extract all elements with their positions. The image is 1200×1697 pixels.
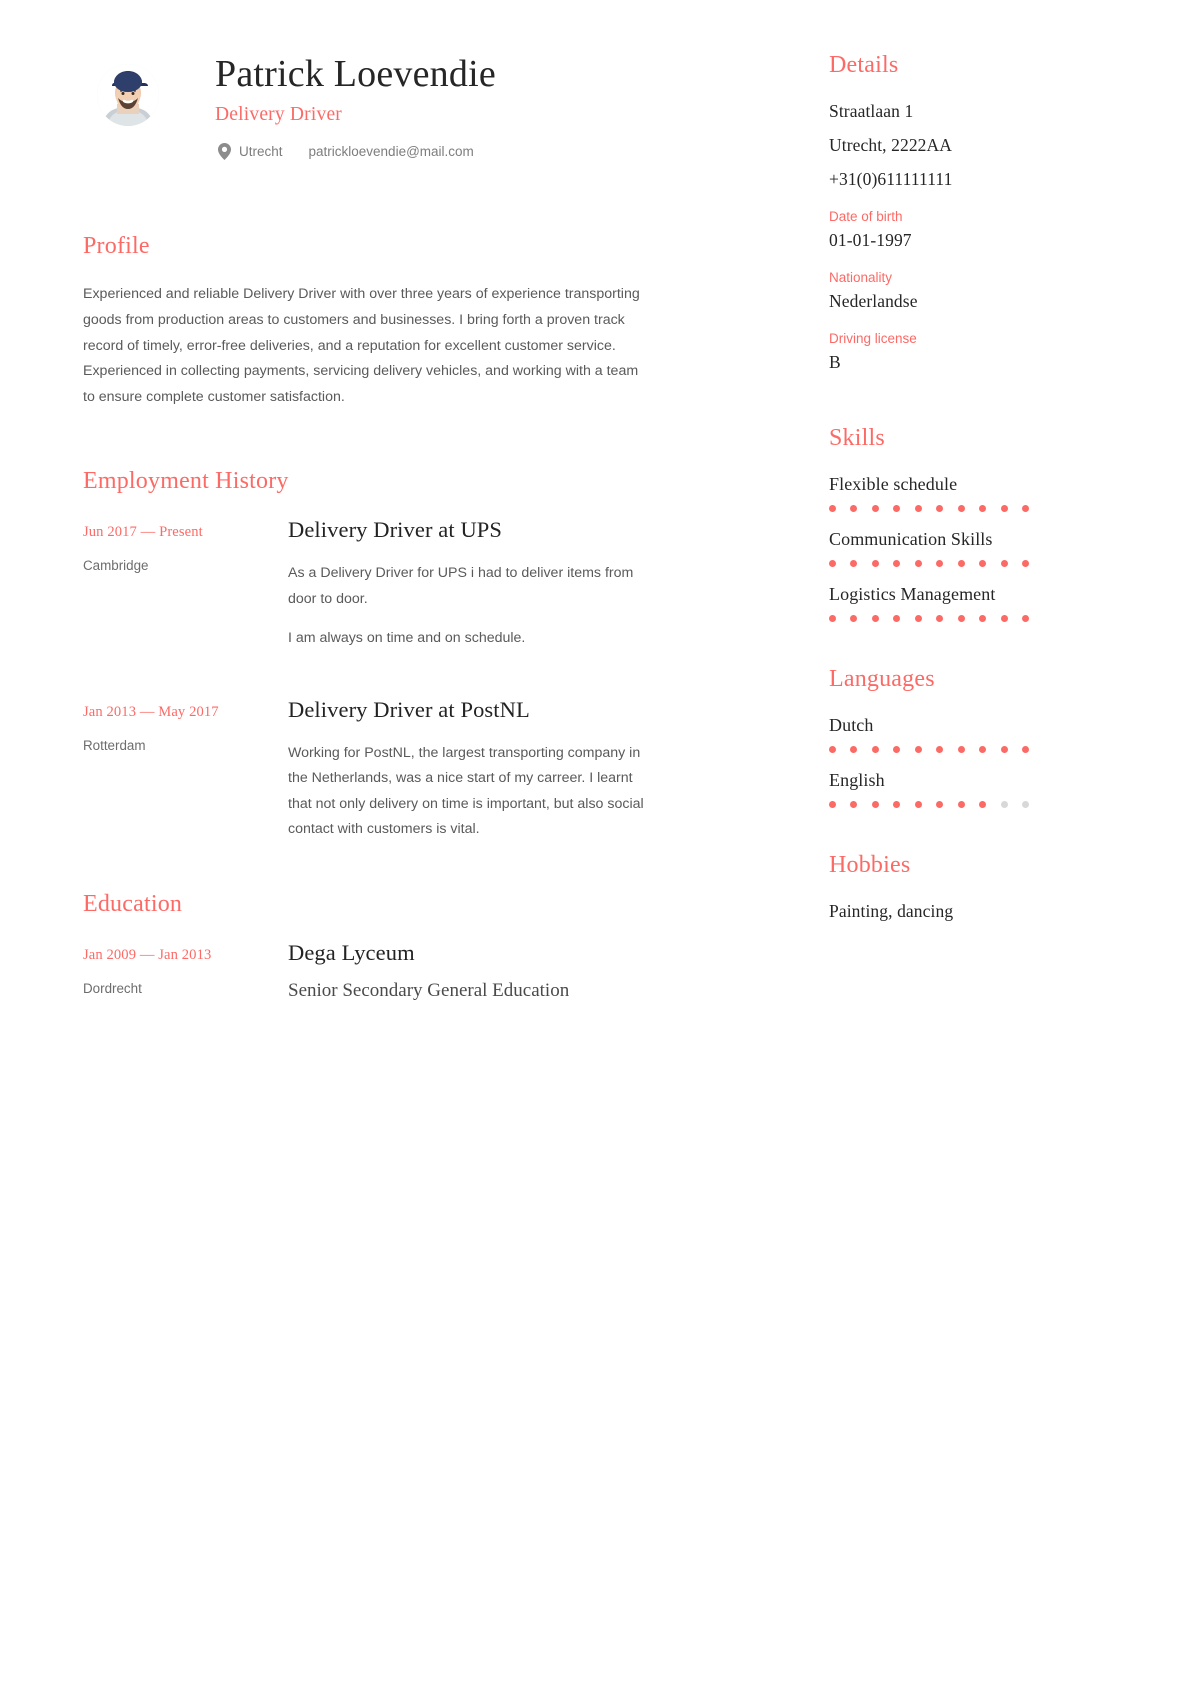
detail-address-line2: Utrecht, 2222AA (829, 135, 953, 155)
entry-location: Rotterdam (83, 737, 146, 753)
entry-dates: Jun 2017 — Present (83, 524, 203, 541)
resume-header (83, 52, 647, 160)
rating-dot-filled (872, 505, 879, 512)
entry-body (288, 940, 647, 1002)
rating-dot-filled (1001, 746, 1008, 753)
education-section (83, 891, 647, 1002)
detail-dob-value: 01-01-1997 (829, 230, 912, 250)
details-heading: Details (829, 52, 899, 78)
hobbies-heading: Hobbies (829, 852, 911, 878)
rating-dot-filled (850, 746, 857, 753)
rating-dot-filled (850, 801, 857, 808)
rating-dot-filled (829, 615, 836, 622)
rating-dot-filled (936, 615, 943, 622)
header-text (215, 52, 496, 160)
rating-dot-filled (915, 746, 922, 753)
detail-license-value: B (829, 352, 841, 372)
skill-rating (829, 505, 1029, 512)
page-title: Patrick Loevendie (215, 53, 496, 95)
skill-rating (829, 615, 1029, 622)
rating-dot-filled (979, 801, 986, 808)
entry-paragraph: As a Delivery Driver for UPS i had to deliver items from door to door. (288, 565, 634, 607)
profile-heading: Profile (83, 232, 150, 259)
skill-item (829, 584, 1180, 622)
employment-entry (83, 697, 647, 843)
rating-dot-filled (936, 505, 943, 512)
rating-dot-filled (936, 801, 943, 808)
avatar (97, 64, 159, 126)
detail-address-line1: Straatlaan 1 (829, 101, 914, 121)
rating-dot-filled (893, 560, 900, 567)
skills-list (829, 474, 1180, 622)
rating-dot-filled (872, 560, 879, 567)
detail-license-label: Driving license (829, 331, 917, 346)
rating-dot-filled (850, 505, 857, 512)
rating-dot-filled (958, 505, 965, 512)
rating-dot-filled (1022, 560, 1029, 567)
rating-dot-filled (979, 560, 986, 567)
profile-text: Experienced and reliable Delivery Driver with over three years of experience transporting goods from production areas to customers and businesses. I bring forth a proven track record of timely, error-free deliveries, and a reputation for excellent customer service. Experienced in collecting payments, servicing delivery vehicles, and working with a team to ensure complete customer satisfaction. (83, 285, 640, 406)
rating-dot-filled (872, 801, 879, 808)
rating-dot-filled (936, 746, 943, 753)
rating-dot-filled (1022, 505, 1029, 512)
employment-section (83, 468, 647, 843)
entry-location: Dordrecht (83, 980, 142, 996)
main-column (0, 52, 672, 1002)
hobbies-text: Painting, dancing (829, 901, 954, 921)
entry-title: Dega Lyceum (288, 939, 415, 965)
rating-dot-filled (829, 505, 836, 512)
contact-email[interactable]: patrickloevendie@mail.com (308, 143, 474, 159)
skill-label: Logistics Management (829, 584, 996, 604)
language-label: Dutch (829, 715, 874, 735)
rating-dot-filled (915, 560, 922, 567)
skill-label: Communication Skills (829, 529, 993, 549)
entry-dates: Jan 2009 — Jan 2013 (83, 946, 212, 963)
language-label: English (829, 770, 885, 790)
details-section (829, 52, 1180, 373)
rating-dot-filled (958, 746, 965, 753)
education-entry (83, 940, 647, 1002)
rating-dot-filled (958, 560, 965, 567)
rating-dot-filled (979, 615, 986, 622)
entry-paragraph: Working for PostNL, the largest transporting company in the Netherlands, was a nice start of my carreer. I learnt that not only delivery on time is important, but also social contact with customers is vital. (288, 744, 644, 838)
languages-heading: Languages (829, 666, 935, 692)
rating-dot-filled (915, 615, 922, 622)
contact-row (215, 143, 496, 160)
rating-dot-filled (850, 615, 857, 622)
entry-dates: Jan 2013 — May 2017 (83, 703, 219, 720)
job-title: Delivery Driver (215, 103, 342, 125)
rating-dot-filled (1001, 615, 1008, 622)
language-rating (829, 746, 1029, 753)
rating-dot-filled (915, 505, 922, 512)
sidebar-column (672, 52, 1200, 922)
detail-nationality-label: Nationality (829, 270, 893, 285)
rating-dot-empty (1022, 801, 1029, 808)
rating-dot-filled (958, 801, 965, 808)
contact-location: Utrecht (239, 143, 283, 159)
entry-body (288, 697, 647, 843)
rating-dot-filled (893, 615, 900, 622)
entry-title: Delivery Driver at PostNL (288, 696, 530, 722)
employment-heading: Employment History (83, 468, 289, 495)
rating-dot-filled (872, 615, 879, 622)
entry-subtitle: Senior Secondary General Education (288, 979, 570, 1001)
rating-dot-filled (893, 505, 900, 512)
rating-dot-filled (915, 801, 922, 808)
map-pin-icon (218, 143, 231, 160)
languages-section (829, 666, 1180, 808)
entry-meta (83, 517, 288, 652)
rating-dot-filled (872, 746, 879, 753)
language-item (829, 770, 1180, 808)
skills-section (829, 425, 1180, 622)
rating-dot-filled (936, 560, 943, 567)
detail-dob-label: Date of birth (829, 209, 903, 224)
rating-dot-filled (1022, 615, 1029, 622)
detail-nationality-value: Nederlandse (829, 291, 918, 311)
entry-body (288, 517, 647, 652)
skills-heading: Skills (829, 425, 885, 451)
rating-dot-filled (1001, 560, 1008, 567)
rating-dot-filled (893, 801, 900, 808)
education-heading: Education (83, 890, 183, 917)
language-rating (829, 801, 1029, 808)
rating-dot-filled (1022, 746, 1029, 753)
rating-dot-filled (829, 801, 836, 808)
employment-entry (83, 517, 647, 652)
rating-dot-filled (979, 746, 986, 753)
entry-paragraph: I am always on time and on schedule. (288, 630, 526, 647)
skill-item (829, 474, 1180, 512)
entry-title: Delivery Driver at UPS (288, 517, 503, 543)
skill-label: Flexible schedule (829, 474, 958, 494)
rating-dot-filled (829, 560, 836, 567)
rating-dot-filled (829, 746, 836, 753)
entry-location: Cambridge (83, 558, 149, 574)
rating-dot-filled (979, 505, 986, 512)
profile-section (83, 233, 647, 411)
language-item (829, 715, 1180, 753)
skill-item (829, 529, 1180, 567)
detail-phone: +31(0)611111111 (829, 169, 953, 189)
rating-dot-filled (958, 615, 965, 622)
languages-list (829, 715, 1180, 808)
skill-rating (829, 560, 1029, 567)
rating-dot-filled (1001, 505, 1008, 512)
hobbies-section (829, 852, 1180, 922)
entry-meta (83, 940, 288, 1002)
rating-dot-filled (850, 560, 857, 567)
rating-dot-empty (1001, 801, 1008, 808)
rating-dot-filled (893, 746, 900, 753)
entry-meta (83, 697, 288, 843)
